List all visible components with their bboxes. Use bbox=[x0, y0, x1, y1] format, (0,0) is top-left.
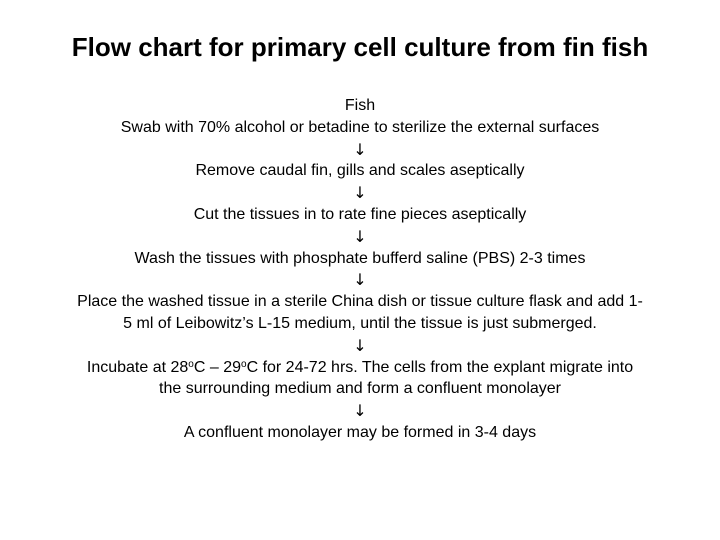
step-fish: Fish bbox=[344, 97, 376, 114]
down-arrow-icon: ↓ bbox=[353, 270, 367, 290]
down-arrow-icon: ↓ bbox=[353, 183, 367, 203]
page-title: Flow chart for primary cell culture from fin fish bbox=[71, 32, 649, 62]
incubate-text-mid: C – 29 bbox=[193, 358, 241, 376]
step-place bbox=[20, 291, 700, 335]
step-place-line-1: Place the washed tissue in a sterile China dish or tissue culture flask and add 1- bbox=[77, 293, 643, 311]
flow-chart bbox=[20, 95, 700, 444]
step-incubate-line-1 bbox=[20, 357, 700, 379]
step-place-line-2: 5 ml of Leibowitz’s L-15 medium, until the tissue is just submerged. bbox=[123, 314, 597, 332]
degree-mark: o bbox=[188, 358, 194, 370]
step-wash: Wash the tissues with phosphate bufferd saline (PBS) 2-3 times bbox=[134, 249, 586, 267]
step-incubate bbox=[20, 357, 700, 401]
step-confluent: A confluent monolayer may be formed in 3-4 days bbox=[183, 423, 537, 441]
step-swab: Swab with 70% alcohol or betadine to sterilize the external surfaces bbox=[120, 118, 600, 136]
incubate-text-end: C for 24-72 hrs. The cells from the explant migrate into bbox=[246, 358, 634, 376]
down-arrow-icon: ↓ bbox=[353, 335, 367, 355]
incubate-text-start: Incubate at 28 bbox=[86, 358, 189, 376]
down-arrow-icon: ↓ bbox=[353, 401, 367, 421]
down-arrow-icon: ↓ bbox=[353, 139, 367, 159]
step-cut: Cut the tissues in to rate fine pieces aseptically bbox=[193, 205, 527, 223]
down-arrow-icon: ↓ bbox=[353, 226, 367, 246]
step-incubate-line-2: the surrounding medium and form a confluent monolayer bbox=[159, 380, 561, 398]
degree-mark: o bbox=[241, 358, 247, 370]
step-remove: Remove caudal fin, gills and scales aseptically bbox=[195, 162, 525, 180]
